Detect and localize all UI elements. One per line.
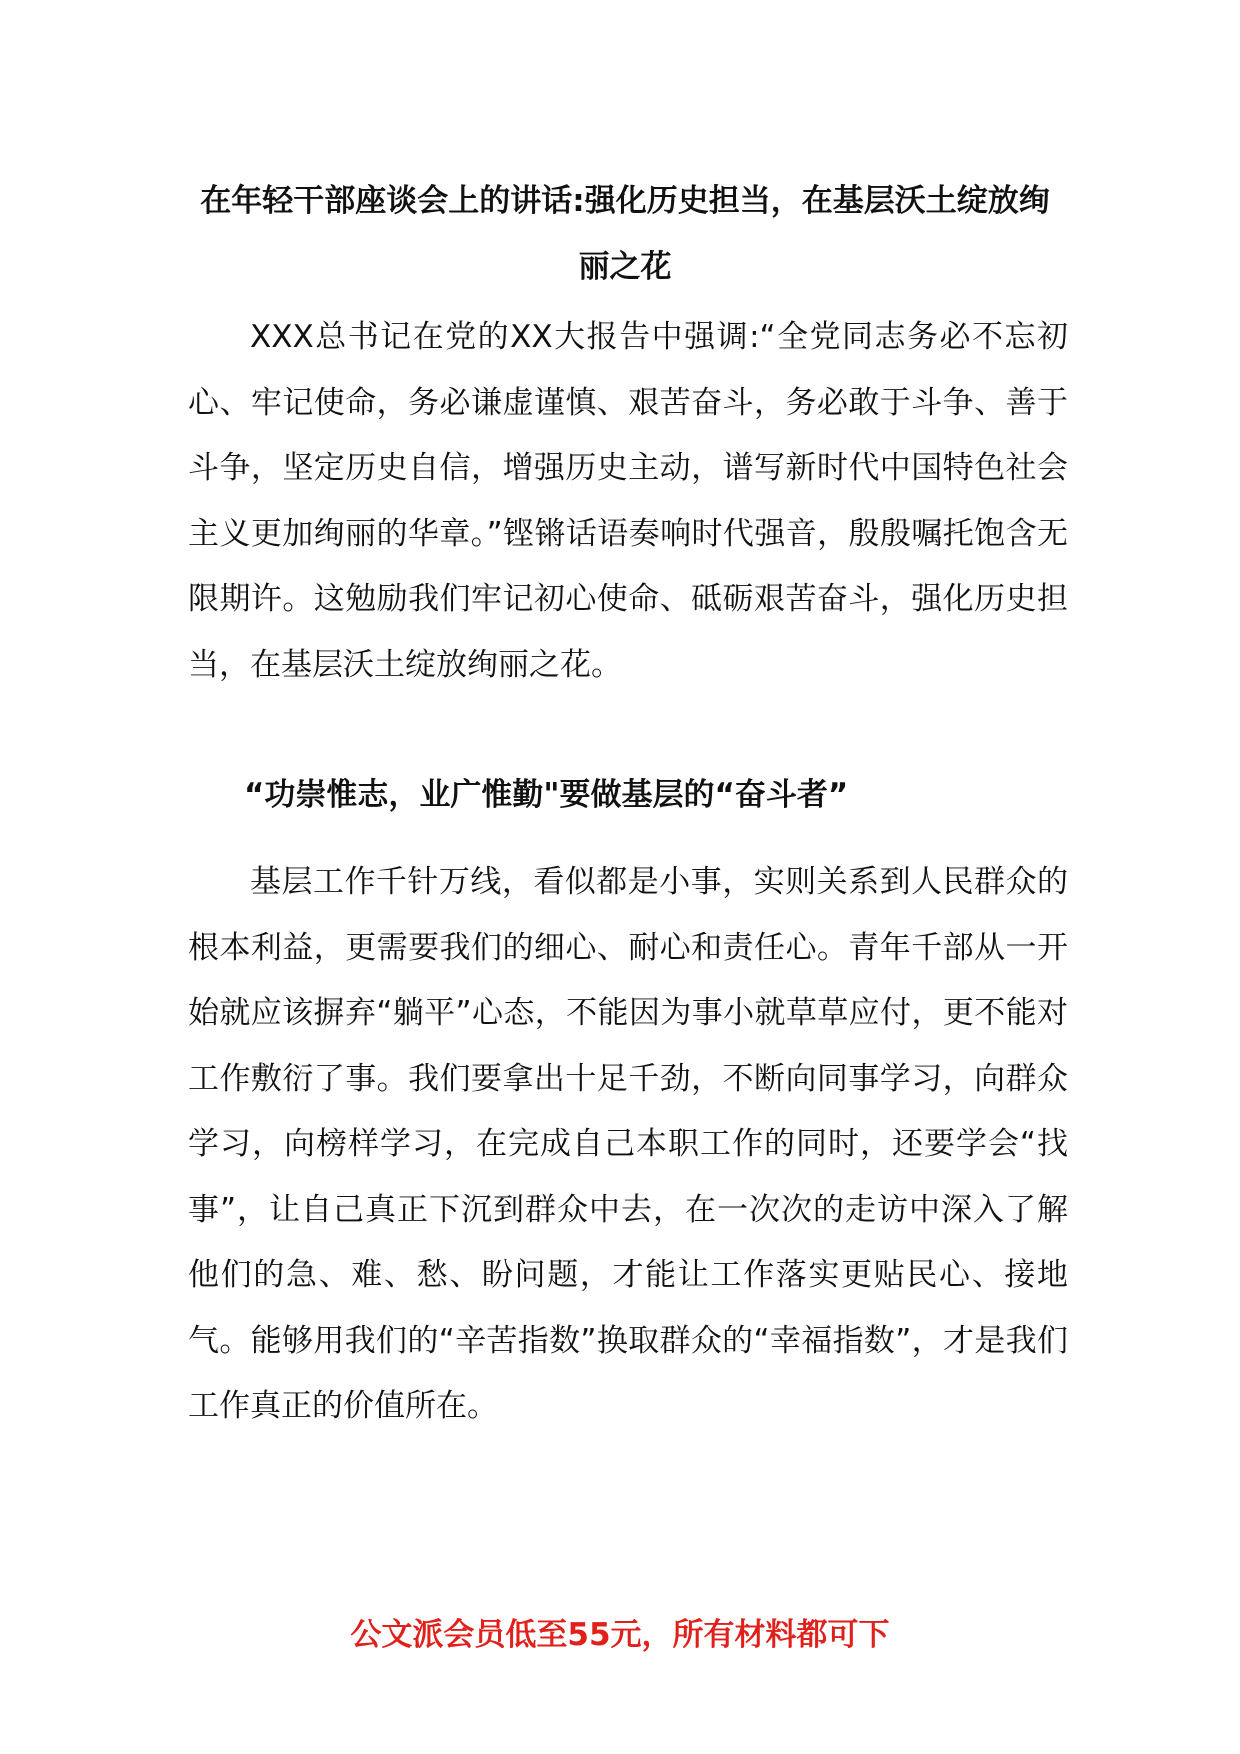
document-title: 在年轻干部座谈会上的讲话:强化历史担当，在基层沃土绽放绚丽之花 xyxy=(200,183,1050,285)
intro-paragraph: XXX总书记在党的XX大报告中强调:“全党同志务必不忘初心、牢记使命，务必谦虚谨慎、艰苦奋斗，务必敢于斗争、善于斗争，坚定历史自信，增强历史主动，谱写新时代中国特色社会主义更加绚丽的华章。”铿锵话语奏响时代强音，殷殷嘱托饱含无限期许。这勉励我们牢记初心使命、砥砺艰苦奋斗，强化历史担当，在基层沃土绽放绚丽之花。 xyxy=(188,319,1068,683)
section-heading: “功崇惟志，业广惟勤"要做基层的“奋斗者” xyxy=(244,777,849,813)
membership-promo-text: 公文派会员低至55元，所有材料都可下 xyxy=(350,1617,890,1653)
section-paragraph: 基层工作千针万线，看似都是小事，实则关系到人民群众的根本利益，更需要我们的细心、耐心和责任心。青年千部从一开始就应该摒弃“躺平”心态，不能因为事小就草草应付，更不能对工作敷衍了事。我们要拿出十足千劲，不断向同事学习，向群众学习，向榜样学习，在完成自己本职工作的同时，还要学会“找事”，让自己真正下沉到群众中去，在一次次的走访中深入了解他们的急、难、愁、盼问题，才能让工作落实更贴民心、接地气。能够用我们的“辛苦指数”换取群众的“幸福指数”，才是我们工作真正的价值所在。 xyxy=(188,864,1068,1424)
